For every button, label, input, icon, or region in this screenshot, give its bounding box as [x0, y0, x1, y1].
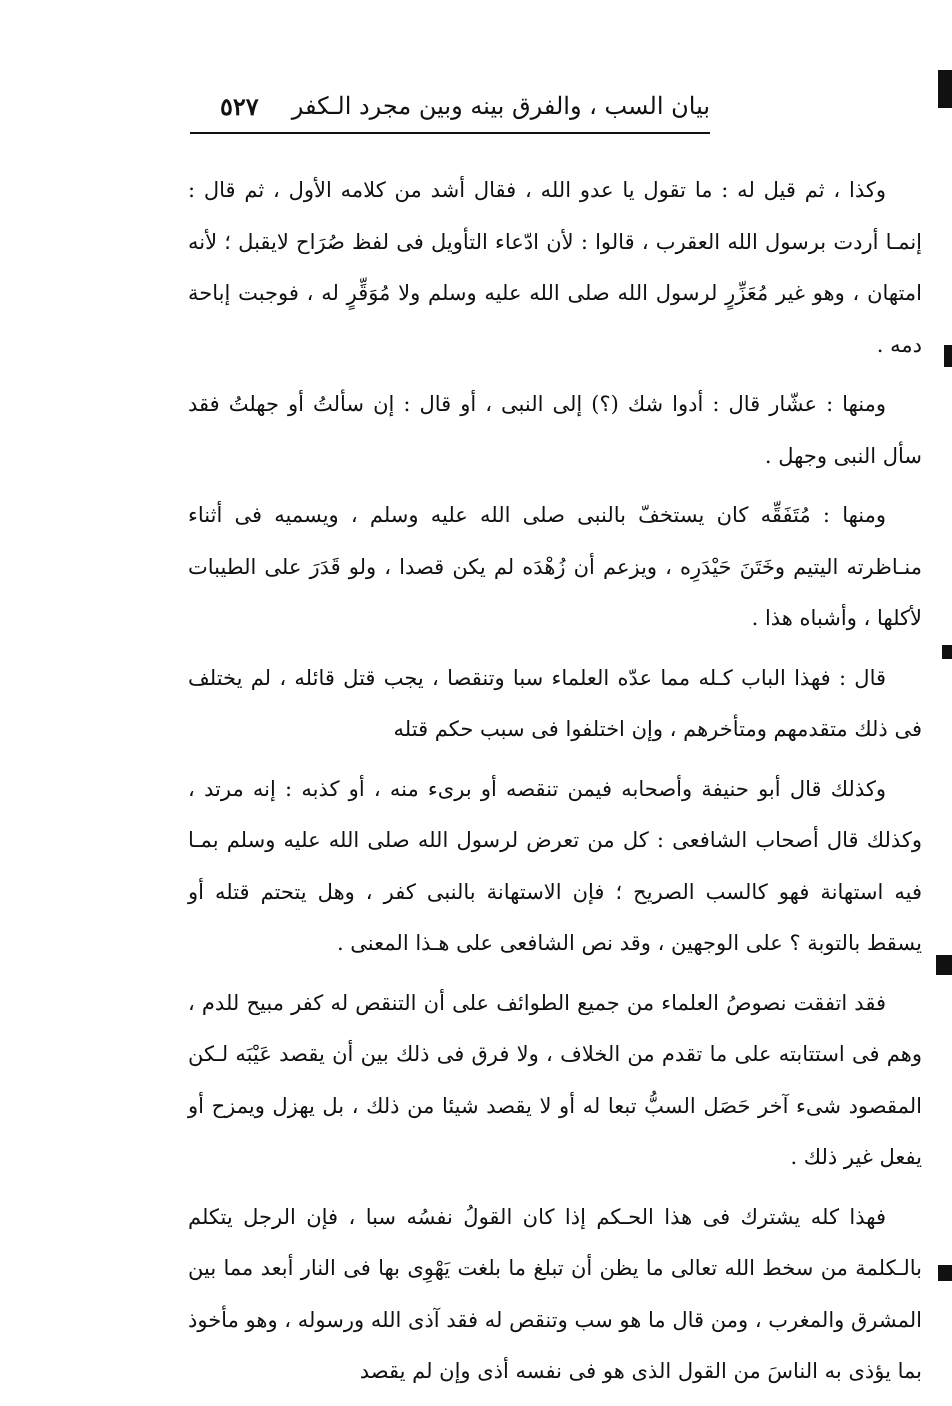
header-rule: [190, 132, 710, 134]
scan-mark: [938, 1265, 952, 1281]
paragraph: وكذلك قال أبو حنيفة وأصحابه فيمن تنقصه أو برىء منه ، أو كذبه : إنه مرتد ، وكذلك قال أصحاب الشافعى : كل من تعرض لرسول الله صلى الله عليه وسلم بمـا فيه استهانة فهو كالسب الصريح ؛ فإن الاستهانة بالنبى كفر ، وهل يتحتم قتله أو يسقط بالتوبة ؟ على الوجهين ، وقد نص الشافعى على هـذا المعنى .: [188, 776, 922, 955]
scan-mark: [936, 955, 952, 975]
running-title: بيان السب ، والفرق بينه وبين مجرد الـكفر: [291, 92, 710, 120]
paragraph: فهذا كله يشترك فى هذا الحـكم إذا كان القولُ نفسُه سبا ، فإن الرجل يتكلم بالـكلمة من سخط الله تعالى ما يظن أن تبلغ ما بلغت يَهْوِى بها فى النار أبعد مما بين المشرق والمغرب ، ومن قال ما هو سب وتنقص له فقد آذى الله ورسوله ، وهو مأخوذ بما يؤذى به الناسَ من القول الذى هو فى نفسه أذى وإن لم يقصد: [188, 1204, 922, 1383]
paragraph: قال : فهذا الباب كـله مما عدّه العلماء سبا وتنقصا ، يجب قتل قائله ، لم يختلف فى ذلك متقدمهم ومتأخرهم ، وإن اختلفوا فى سبب حكم قتله: [188, 665, 922, 741]
scan-mark: [942, 645, 952, 659]
page-header: [190, 92, 710, 136]
page-number: ٥٢٧: [220, 92, 259, 121]
paragraph: ومنها : مُتَفَقِّه كان يستخفّ بالنبى صلى الله عليه وسلم ، ويسميه فى أثناء منـاظرته اليتيم وخَتَنَ حَيْدَرِه ، ويزعم أن زُهْدَه لم يكن قصدا ، ولو قَدَرَ على الطيبات لأكلها ، وأشباه هذا .: [188, 503, 922, 630]
body-text: [188, 165, 922, 1406]
scan-mark: [938, 70, 952, 108]
paragraph: فقد اتفقت نصوصُ العلماء من جميع الطوائف على أن التنقص له كفر مبيح للدم ، وهم فى استتابته على ما تقدم من الخلاف ، ولا فرق فى ذلك بين أن يقصد عَيْبَه لـكن المقصود شىء آخر حَصَل السبُّ تبعا له أو لا يقصد شيئا من ذلك ، بل يهزل ويمزح أو يفعل غير ذلك .: [188, 990, 922, 1169]
paragraph: وكذا ، ثم قيل له : ما تقول يا عدو الله ، فقال أشد من كلامه الأول ، ثم قال : إنمـا أردت برسول الله العقرب ، قالوا : لأن ادّعاء التأويل فى لفظ صُرَاح لايقبل ؛ لأنه امتهان ، وهو غير مُعَزِّرٍ لرسول الله صلى الله عليه وسلم ولا مُوَقِّرٍ له ، فوجبت إباحة دمه .: [188, 178, 922, 357]
scan-mark: [944, 345, 952, 367]
paragraph: ومنها : عشّار قال : أدوا شك (؟) إلى النبى ، أو قال : إن سألتُ أو جهلتُ فقد سأل النبى وجهل .: [188, 392, 922, 468]
